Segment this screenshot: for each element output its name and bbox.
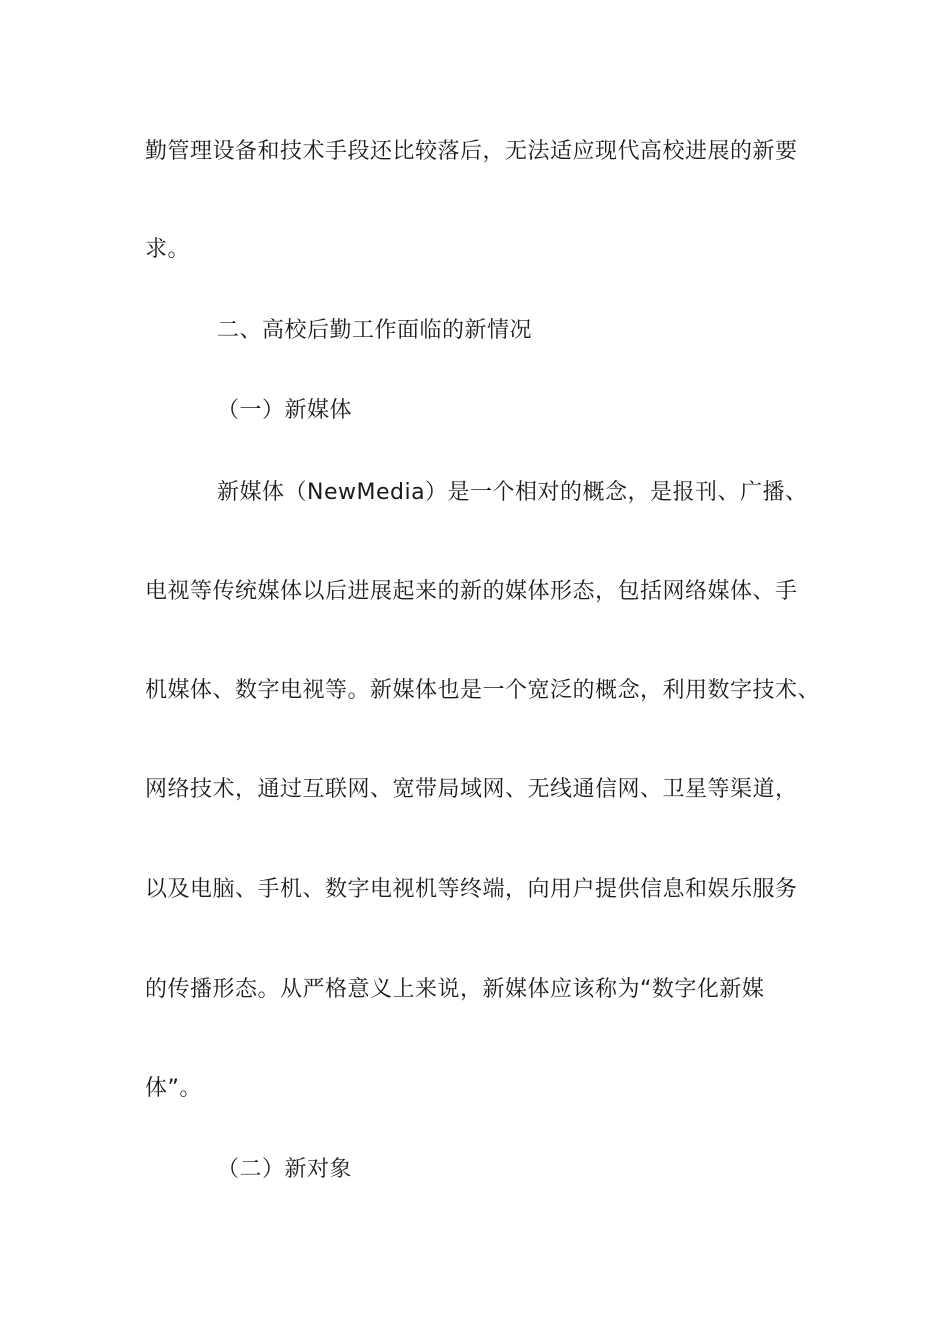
paragraph-line: 求。 [145,237,191,262]
paragraph-line: 勤管理设备和技术手段还比较落后，无法适应现代高校进展的新要 [145,139,798,164]
paragraph-line: 以及电脑、手机、数字电视机等终端，向用户提供信息和娱乐服务 [145,877,798,902]
paragraph-line: 体”。 [145,1076,202,1101]
subsection-heading: （一）新媒体 [217,398,353,423]
subsection-heading: （二）新对象 [217,1157,353,1182]
paragraph-line: 网络技术，通过互联网、宽带局域网、无线通信网、卫星等渠道， [145,777,798,802]
paragraph-line: 新媒体（NewMedia）是一个相对的概念，是报刊、广播、 [217,480,808,505]
paragraph-line: 的传播形态。从严格意义上来说，新媒体应该称为“数字化新媒 [145,977,765,1002]
paragraph-line: 机媒体、数字电视等。新媒体也是一个宽泛的概念，利用数字技术、 [145,678,821,703]
section-heading: 二、高校后勤工作面临的新情况 [217,318,533,343]
paragraph-line: 电视等传统媒体以后进展起来的新的媒体形态，包括网络媒体、手 [145,579,798,604]
